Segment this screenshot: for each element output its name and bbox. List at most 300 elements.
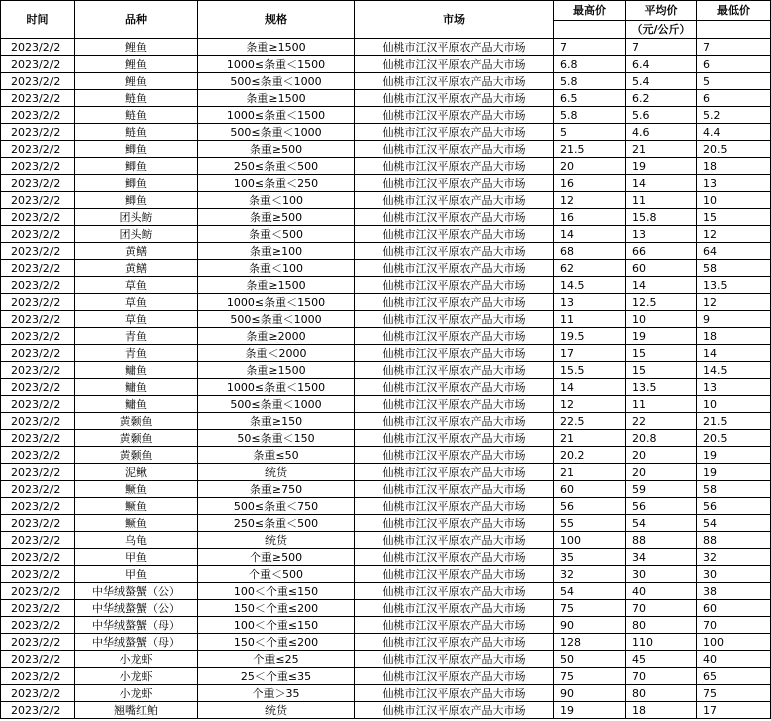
table-row [1,294,771,311]
cell-spec: 25＜个重≤35 [198,668,355,685]
table-row [1,243,771,260]
cell-spec: 条重≥500 [198,209,355,226]
cell-spec: 个重≤25 [198,651,355,668]
cell-date: 2023/2/2 [1,651,75,668]
cell-avg-price: 15 [626,345,697,362]
cell-low-price: 14 [697,345,771,362]
cell-market: 仙桃市江汉平原农产品大市场 [355,515,554,532]
table-row [1,56,771,73]
cell-date: 2023/2/2 [1,141,75,158]
cell-high-price: 5 [554,124,626,141]
header-unit-right [697,21,771,39]
cell-high-price: 32 [554,566,626,583]
table-row [1,73,771,90]
cell-avg-price: 21 [626,141,697,158]
cell-spec: 条重≥100 [198,243,355,260]
cell-date: 2023/2/2 [1,549,75,566]
cell-date: 2023/2/2 [1,447,75,464]
cell-variety: 翘嘴红鲌 [75,702,198,719]
table-row [1,277,771,294]
table-row [1,447,771,464]
cell-date: 2023/2/2 [1,243,75,260]
cell-spec: 1000≤条重＜1500 [198,107,355,124]
cell-avg-price: 15.8 [626,209,697,226]
cell-market: 仙桃市江汉平原农产品大市场 [355,209,554,226]
cell-spec: 1000≤条重＜1500 [198,294,355,311]
cell-avg-price: 11 [626,192,697,209]
cell-high-price: 20 [554,158,626,175]
cell-spec: 统货 [198,532,355,549]
cell-avg-price: 66 [626,243,697,260]
cell-low-price: 10 [697,396,771,413]
cell-variety: 鲤鱼 [75,73,198,90]
cell-high-price: 14 [554,226,626,243]
table-row [1,107,771,124]
cell-low-price: 40 [697,651,771,668]
cell-high-price: 128 [554,634,626,651]
cell-spec: 100≤条重＜250 [198,175,355,192]
cell-date: 2023/2/2 [1,481,75,498]
table-row [1,345,771,362]
cell-variety: 鳜鱼 [75,481,198,498]
cell-variety: 黄鳝 [75,243,198,260]
cell-market: 仙桃市江汉平原农产品大市场 [355,481,554,498]
cell-low-price: 100 [697,634,771,651]
cell-variety: 中华绒螯蟹（母） [75,634,198,651]
table-row [1,226,771,243]
cell-date: 2023/2/2 [1,311,75,328]
cell-variety: 鲤鱼 [75,39,198,56]
cell-avg-price: 7 [626,39,697,56]
cell-high-price: 15.5 [554,362,626,379]
cell-variety: 鳙鱼 [75,396,198,413]
cell-date: 2023/2/2 [1,634,75,651]
cell-high-price: 55 [554,515,626,532]
cell-date: 2023/2/2 [1,328,75,345]
header-unit-left [554,21,626,39]
cell-low-price: 88 [697,532,771,549]
table-row [1,158,771,175]
cell-avg-price: 15 [626,362,697,379]
cell-low-price: 18 [697,328,771,345]
cell-variety: 鲢鱼 [75,107,198,124]
cell-variety: 泥鳅 [75,464,198,481]
cell-market: 仙桃市江汉平原农产品大市场 [355,277,554,294]
cell-high-price: 21.5 [554,141,626,158]
cell-market: 仙桃市江汉平原农产品大市场 [355,668,554,685]
cell-avg-price: 5.6 [626,107,697,124]
table-row [1,566,771,583]
cell-date: 2023/2/2 [1,90,75,107]
cell-market: 仙桃市江汉平原农产品大市场 [355,498,554,515]
cell-high-price: 35 [554,549,626,566]
cell-high-price: 21 [554,430,626,447]
cell-date: 2023/2/2 [1,617,75,634]
cell-spec: 个重＞35 [198,685,355,702]
cell-low-price: 32 [697,549,771,566]
cell-low-price: 18 [697,158,771,175]
cell-date: 2023/2/2 [1,277,75,294]
table-row [1,260,771,277]
table-row [1,481,771,498]
cell-market: 仙桃市江汉平原农产品大市场 [355,634,554,651]
cell-market: 仙桃市江汉平原农产品大市场 [355,702,554,719]
cell-low-price: 13 [697,379,771,396]
cell-low-price: 19 [697,447,771,464]
cell-date: 2023/2/2 [1,532,75,549]
table-row [1,685,771,702]
cell-spec: 1000≤条重＜1500 [198,379,355,396]
cell-spec: 500≤条重＜1000 [198,311,355,328]
cell-high-price: 90 [554,685,626,702]
cell-variety: 中华绒螯蟹（母） [75,617,198,634]
cell-market: 仙桃市江汉平原农产品大市场 [355,617,554,634]
cell-high-price: 6.5 [554,90,626,107]
table-row [1,634,771,651]
table-row [1,141,771,158]
table-row [1,90,771,107]
cell-low-price: 13 [697,175,771,192]
cell-spec: 条重≥750 [198,481,355,498]
cell-avg-price: 19 [626,328,697,345]
cell-market: 仙桃市江汉平原农产品大市场 [355,685,554,702]
cell-avg-price: 56 [626,498,697,515]
table-row [1,617,771,634]
cell-avg-price: 14 [626,277,697,294]
cell-date: 2023/2/2 [1,73,75,90]
cell-variety: 甲鱼 [75,549,198,566]
cell-market: 仙桃市江汉平原农产品大市场 [355,294,554,311]
table-row [1,175,771,192]
cell-date: 2023/2/2 [1,566,75,583]
cell-spec: 条重≥1500 [198,362,355,379]
cell-spec: 500≤条重＜750 [198,498,355,515]
cell-low-price: 58 [697,260,771,277]
cell-avg-price: 6.2 [626,90,697,107]
cell-market: 仙桃市江汉平原农产品大市场 [355,141,554,158]
cell-avg-price: 70 [626,668,697,685]
cell-variety: 鲢鱼 [75,124,198,141]
cell-market: 仙桃市江汉平原农产品大市场 [355,175,554,192]
cell-variety: 团头鲂 [75,209,198,226]
cell-high-price: 21 [554,464,626,481]
cell-spec: 500≤条重＜1000 [198,396,355,413]
cell-market: 仙桃市江汉平原农产品大市场 [355,243,554,260]
cell-avg-price: 20 [626,464,697,481]
cell-spec: 150＜个重≤200 [198,600,355,617]
cell-market: 仙桃市江汉平原农产品大市场 [355,600,554,617]
cell-market: 仙桃市江汉平原农产品大市场 [355,651,554,668]
cell-low-price: 17 [697,702,771,719]
cell-market: 仙桃市江汉平原农产品大市场 [355,430,554,447]
cell-high-price: 90 [554,617,626,634]
cell-spec: 条重＜2000 [198,345,355,362]
cell-high-price: 60 [554,481,626,498]
cell-high-price: 19 [554,702,626,719]
cell-high-price: 12 [554,192,626,209]
cell-date: 2023/2/2 [1,600,75,617]
cell-variety: 中华绒螯蟹（公） [75,583,198,600]
cell-variety: 鳙鱼 [75,362,198,379]
cell-variety: 黄鳝 [75,260,198,277]
cell-variety: 中华绒螯蟹（公） [75,600,198,617]
cell-market: 仙桃市江汉平原农产品大市场 [355,362,554,379]
cell-date: 2023/2/2 [1,294,75,311]
cell-high-price: 14.5 [554,277,626,294]
cell-avg-price: 6.4 [626,56,697,73]
cell-variety: 黄颡鱼 [75,430,198,447]
table-row [1,124,771,141]
cell-variety: 鳜鱼 [75,498,198,515]
table-row [1,532,771,549]
cell-high-price: 75 [554,668,626,685]
cell-low-price: 14.5 [697,362,771,379]
table-row [1,498,771,515]
cell-date: 2023/2/2 [1,396,75,413]
header-unit: （元/公斤） [626,21,697,39]
cell-spec: 条重≥150 [198,413,355,430]
cell-spec: 条重≥1500 [198,277,355,294]
cell-high-price: 16 [554,175,626,192]
cell-date: 2023/2/2 [1,192,75,209]
cell-market: 仙桃市江汉平原农产品大市场 [355,124,554,141]
table-header [1,1,771,39]
header-high-price: 最高价 [554,1,626,21]
cell-market: 仙桃市江汉平原农产品大市场 [355,311,554,328]
cell-low-price: 12 [697,226,771,243]
cell-spec: 1000≤条重＜1500 [198,56,355,73]
cell-spec: 100＜个重≤150 [198,583,355,600]
cell-variety: 鲫鱼 [75,158,198,175]
cell-low-price: 56 [697,498,771,515]
header-avg-price: 平均价 [626,1,697,21]
cell-variety: 黄颡鱼 [75,413,198,430]
cell-low-price: 15 [697,209,771,226]
cell-avg-price: 80 [626,617,697,634]
cell-spec: 150＜个重≤200 [198,634,355,651]
cell-variety: 黄颡鱼 [75,447,198,464]
cell-avg-price: 59 [626,481,697,498]
cell-market: 仙桃市江汉平原农产品大市场 [355,396,554,413]
cell-variety: 小龙虾 [75,685,198,702]
cell-low-price: 5.2 [697,107,771,124]
cell-market: 仙桃市江汉平原农产品大市场 [355,447,554,464]
cell-market: 仙桃市江汉平原农产品大市场 [355,56,554,73]
cell-high-price: 17 [554,345,626,362]
table-row [1,515,771,532]
table-row [1,311,771,328]
cell-spec: 250≤条重＜500 [198,158,355,175]
cell-market: 仙桃市江汉平原农产品大市场 [355,566,554,583]
cell-avg-price: 20 [626,447,697,464]
cell-spec: 条重＜100 [198,260,355,277]
cell-spec: 条重≥500 [198,141,355,158]
cell-market: 仙桃市江汉平原农产品大市场 [355,464,554,481]
cell-high-price: 68 [554,243,626,260]
cell-high-price: 11 [554,311,626,328]
cell-date: 2023/2/2 [1,498,75,515]
cell-date: 2023/2/2 [1,124,75,141]
table-row [1,668,771,685]
cell-avg-price: 54 [626,515,697,532]
cell-avg-price: 70 [626,600,697,617]
table-row [1,600,771,617]
cell-avg-price: 18 [626,702,697,719]
cell-avg-price: 30 [626,566,697,583]
cell-low-price: 20.5 [697,141,771,158]
cell-spec: 100＜个重≤150 [198,617,355,634]
cell-avg-price: 11 [626,396,697,413]
cell-spec: 统货 [198,464,355,481]
cell-avg-price: 45 [626,651,697,668]
cell-market: 仙桃市江汉平原农产品大市场 [355,39,554,56]
cell-date: 2023/2/2 [1,362,75,379]
cell-spec: 统货 [198,702,355,719]
cell-avg-price: 88 [626,532,697,549]
cell-date: 2023/2/2 [1,413,75,430]
cell-low-price: 12 [697,294,771,311]
table-row [1,379,771,396]
cell-spec: 条重＜100 [198,192,355,209]
cell-high-price: 62 [554,260,626,277]
cell-avg-price: 80 [626,685,697,702]
cell-date: 2023/2/2 [1,107,75,124]
cell-spec: 条重≤50 [198,447,355,464]
cell-variety: 甲鱼 [75,566,198,583]
header-date: 时间 [1,1,75,39]
cell-low-price: 4.4 [697,124,771,141]
cell-variety: 青鱼 [75,328,198,345]
cell-low-price: 60 [697,600,771,617]
cell-spec: 个重≥500 [198,549,355,566]
cell-date: 2023/2/2 [1,345,75,362]
cell-spec: 50≤条重＜150 [198,430,355,447]
cell-high-price: 7 [554,39,626,56]
table-row [1,39,771,56]
cell-variety: 鳙鱼 [75,379,198,396]
cell-date: 2023/2/2 [1,515,75,532]
table-row [1,413,771,430]
cell-avg-price: 110 [626,634,697,651]
cell-date: 2023/2/2 [1,175,75,192]
cell-variety: 鲤鱼 [75,56,198,73]
cell-date: 2023/2/2 [1,702,75,719]
cell-date: 2023/2/2 [1,39,75,56]
cell-high-price: 20.2 [554,447,626,464]
cell-high-price: 56 [554,498,626,515]
cell-low-price: 19 [697,464,771,481]
cell-variety: 鲫鱼 [75,141,198,158]
cell-variety: 小龙虾 [75,651,198,668]
cell-low-price: 21.5 [697,413,771,430]
cell-avg-price: 5.4 [626,73,697,90]
cell-high-price: 19.5 [554,328,626,345]
cell-low-price: 6 [697,90,771,107]
cell-high-price: 5.8 [554,73,626,90]
cell-date: 2023/2/2 [1,668,75,685]
cell-market: 仙桃市江汉平原农产品大市场 [355,583,554,600]
header-variety: 品种 [75,1,198,39]
cell-avg-price: 12.5 [626,294,697,311]
cell-high-price: 16 [554,209,626,226]
cell-date: 2023/2/2 [1,379,75,396]
cell-date: 2023/2/2 [1,583,75,600]
cell-variety: 乌龟 [75,532,198,549]
cell-avg-price: 20.8 [626,430,697,447]
table-row [1,549,771,566]
cell-market: 仙桃市江汉平原农产品大市场 [355,532,554,549]
cell-avg-price: 13 [626,226,697,243]
header-market: 市场 [355,1,554,39]
cell-low-price: 64 [697,243,771,260]
cell-low-price: 54 [697,515,771,532]
table-row [1,362,771,379]
cell-variety: 团头鲂 [75,226,198,243]
cell-market: 仙桃市江汉平原农产品大市场 [355,192,554,209]
cell-date: 2023/2/2 [1,464,75,481]
cell-spec: 250≤条重＜500 [198,515,355,532]
cell-variety: 鲫鱼 [75,192,198,209]
cell-spec: 条重≥1500 [198,90,355,107]
cell-market: 仙桃市江汉平原农产品大市场 [355,379,554,396]
cell-date: 2023/2/2 [1,685,75,702]
cell-variety: 草鱼 [75,311,198,328]
cell-variety: 青鱼 [75,345,198,362]
cell-date: 2023/2/2 [1,260,75,277]
cell-date: 2023/2/2 [1,56,75,73]
cell-low-price: 5 [697,73,771,90]
cell-date: 2023/2/2 [1,226,75,243]
table-row [1,396,771,413]
cell-avg-price: 10 [626,311,697,328]
cell-low-price: 65 [697,668,771,685]
cell-high-price: 100 [554,532,626,549]
cell-low-price: 7 [697,39,771,56]
table-row [1,464,771,481]
cell-avg-price: 13.5 [626,379,697,396]
cell-low-price: 20.5 [697,430,771,447]
table-row [1,651,771,668]
cell-spec: 条重≥2000 [198,328,355,345]
header-spec: 规格 [198,1,355,39]
cell-avg-price: 4.6 [626,124,697,141]
cell-high-price: 54 [554,583,626,600]
table-row [1,209,771,226]
cell-market: 仙桃市江汉平原农产品大市场 [355,328,554,345]
cell-variety: 鳜鱼 [75,515,198,532]
cell-low-price: 70 [697,617,771,634]
cell-date: 2023/2/2 [1,430,75,447]
cell-market: 仙桃市江汉平原农产品大市场 [355,226,554,243]
cell-low-price: 75 [697,685,771,702]
cell-market: 仙桃市江汉平原农产品大市场 [355,90,554,107]
cell-high-price: 13 [554,294,626,311]
cell-low-price: 9 [697,311,771,328]
cell-high-price: 5.8 [554,107,626,124]
table-row [1,430,771,447]
table-body [1,39,771,719]
header-low-price: 最低价 [697,1,771,21]
cell-avg-price: 60 [626,260,697,277]
cell-avg-price: 40 [626,583,697,600]
cell-spec: 500≤条重＜1000 [198,124,355,141]
cell-variety: 小龙虾 [75,668,198,685]
cell-low-price: 58 [697,481,771,498]
cell-market: 仙桃市江汉平原农产品大市场 [355,413,554,430]
cell-avg-price: 19 [626,158,697,175]
cell-spec: 条重＜500 [198,226,355,243]
cell-date: 2023/2/2 [1,209,75,226]
